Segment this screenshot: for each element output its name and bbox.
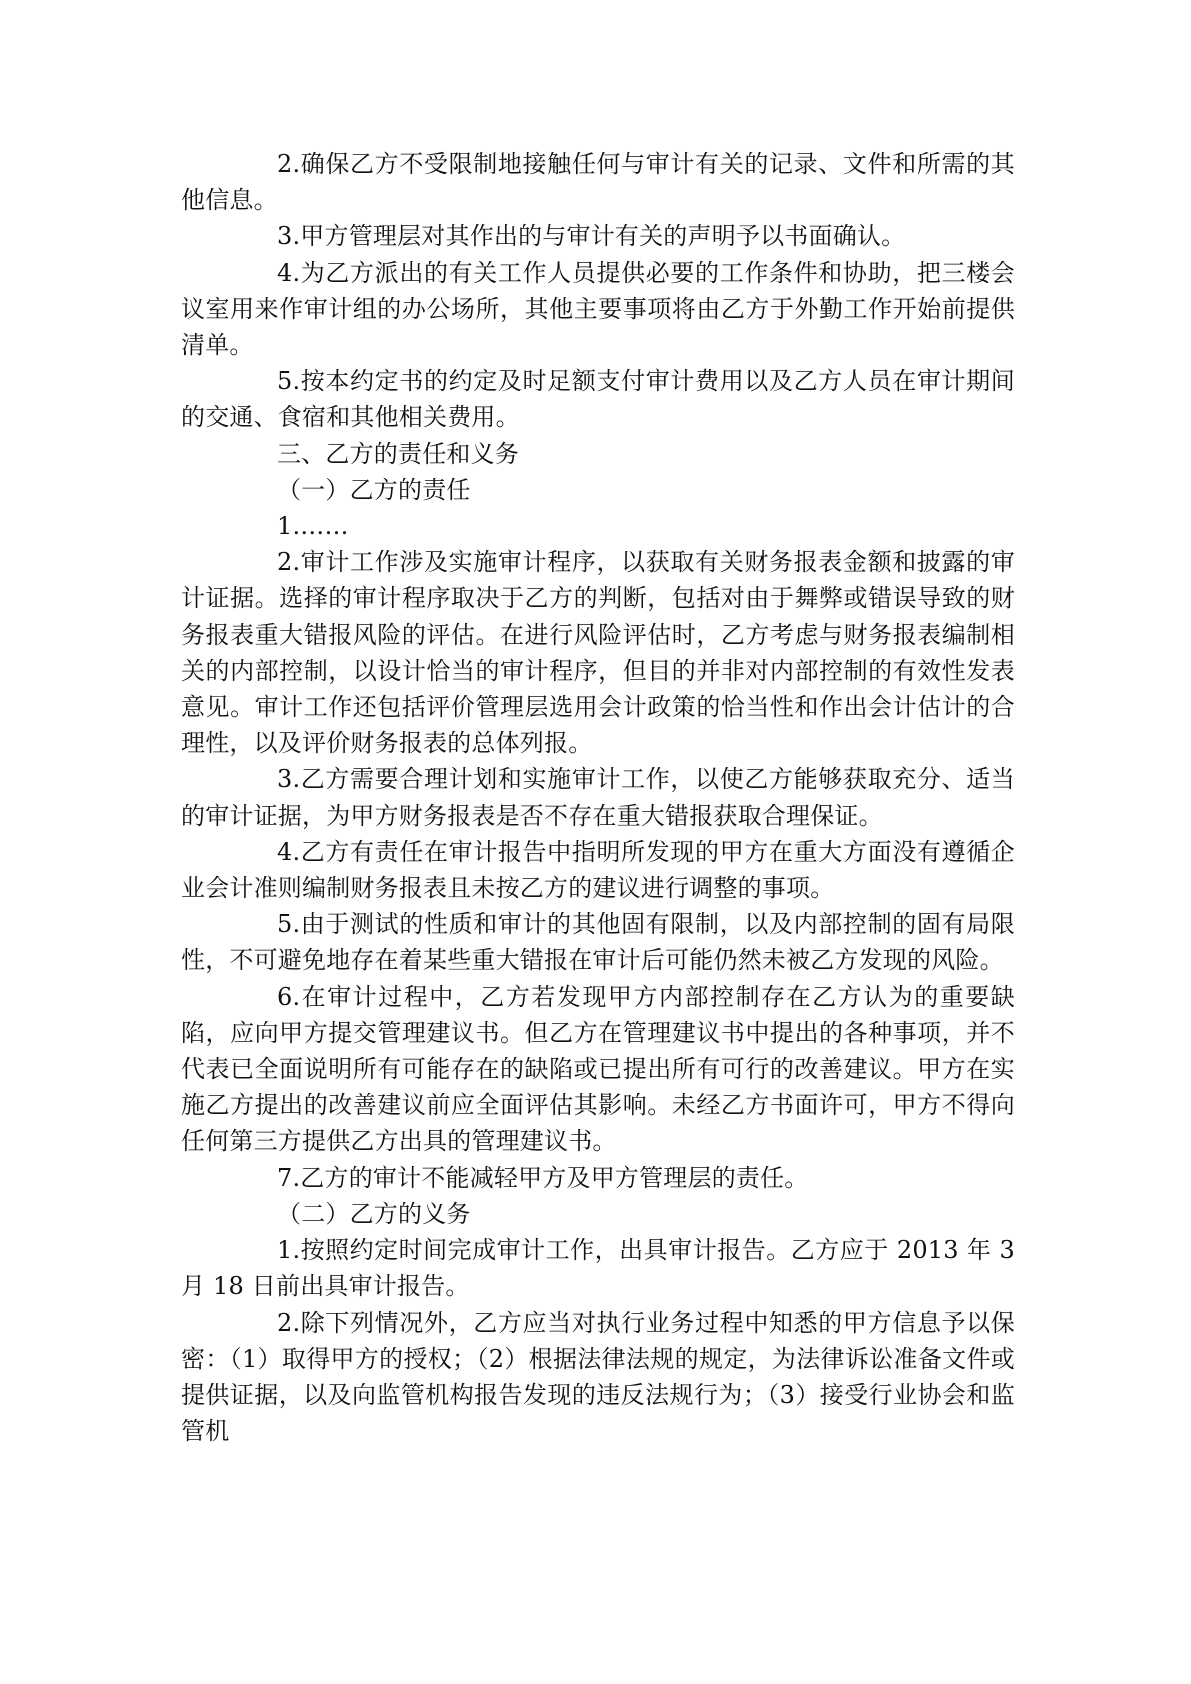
- paragraph-responsibility-5: 5.由于测试的性质和审计的其他固有限制，以及内部控制的固有局限性，不可避免地存在着某些重大错报在审计后可能仍然未被乙方发现的风险。: [181, 910, 1015, 975]
- paragraph-responsibility-6: 6.在审计过程中，乙方若发现甲方内部控制存在乙方认为的重要缺陷，应向甲方提交管理建议书。但乙方在管理建议书中提出的各种事项，并不代表已全面说明所有可能存在的缺陷或已提出所有可行的改善建议。甲方在实施乙方提出的改善建议前应全面评估其影响。未经乙方书面许可，甲方不得向任何第三方提供乙方出具的管理建议书。: [181, 982, 1015, 1156]
- paragraph-responsibility-7: 7.乙方的审计不能减轻甲方及甲方管理层的责任。: [277, 1163, 809, 1192]
- subsection-heading-party-b-responsibility: （一）乙方的责任: [277, 475, 471, 504]
- paragraph-party-a-fees: 5.按本约定书的约定及时足额支付审计费用以及乙方人员在审计期间的交通、食宿和其他相关费用。: [181, 367, 1015, 432]
- document-body: [181, 146, 1015, 1449]
- paragraph-responsibility-1: 1.……: [277, 512, 349, 541]
- paragraph-party-a-workplace: 4.为乙方派出的有关工作人员提供必要的工作条件和协助，把三楼会议室用来作审计组的办公场所，其他主要事项将由乙方于外勤工作开始前提供清单。: [181, 258, 1015, 360]
- section-heading-party-b: 三、乙方的责任和义务: [277, 439, 519, 468]
- paragraph-party-a-access: 2.确保乙方不受限制地接触任何与审计有关的记录、文件和所需的其他信息。: [181, 150, 1015, 215]
- paragraph-party-a-confirmation: 3.甲方管理层对其作出的与审计有关的声明予以书面确认。: [277, 222, 906, 251]
- paragraph-responsibility-2: 2.审计工作涉及实施审计程序，以获取有关财务报表金额和披露的审计证据。选择的审计程序取决于乙方的判断，包括对由于舞弊或错误导致的财务报表重大错报风险的评估。在进行风险评估时，乙方考虑与财务报表编制相关的内部控制，以设计恰当的审计程序，但目的并非对内部控制的有效性发表意见。审计工作还包括评价管理层选用会计政策的恰当性和作出会计估计的合理性，以及评价财务报表的总体列报。: [181, 548, 1015, 758]
- paragraph-responsibility-3: 3.乙方需要合理计划和实施审计工作，以使乙方能够获取充分、适当的审计证据，为甲方财务报表是否不存在重大错报获取合理保证。: [181, 765, 1015, 830]
- paragraph-responsibility-4: 4.乙方有责任在审计报告中指明所发现的甲方在重大方面没有遵循企业会计准则编制财务报表且未按乙方的建议进行调整的事项。: [181, 837, 1015, 903]
- paragraph-obligation-1: 1.按照约定时间完成审计工作，出具审计报告。乙方应于 2013 年 3 月 18 日前出具审计报告。: [181, 1236, 1015, 1301]
- subsection-heading-party-b-obligation: （二）乙方的义务: [277, 1199, 471, 1228]
- paragraph-obligation-2: 2.除下列情况外，乙方应当对执行业务过程中知悉的甲方信息予以保密：（1）取得甲方的授权；（2）根据法律法规的规定，为法律诉讼准备文件或提供证据，以及向监管机构报告发现的违反法规行为；（3）接受行业协会和监管机: [181, 1308, 1015, 1446]
